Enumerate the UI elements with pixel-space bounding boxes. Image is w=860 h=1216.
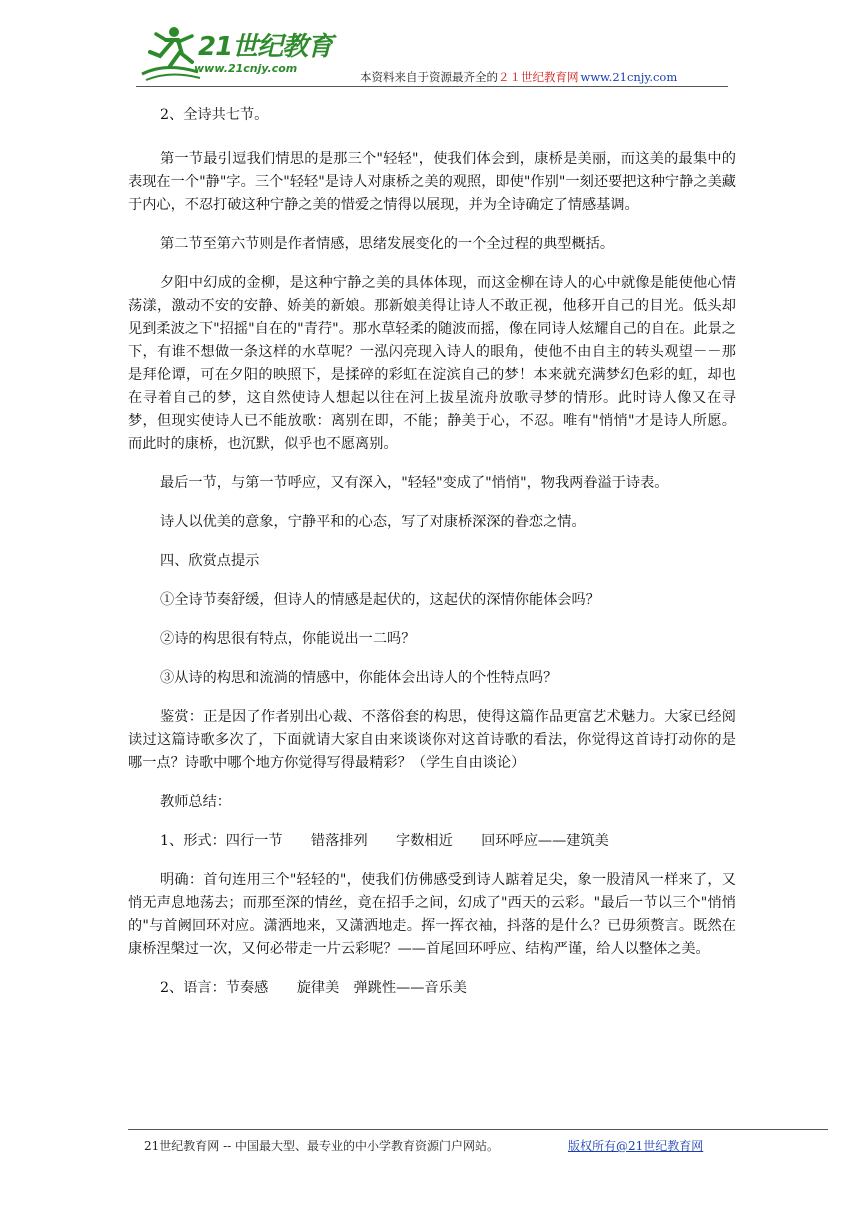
paragraph: 第一节最引逗我们情思的是那三个"轻轻"，使我们体会到，康桥是美丽，而这美的最集中的表现在一个"静"字。三个"轻轻"是诗人对康桥之美的观照，即使"作别"一刻还要把这种宁静之美藏于内心，不忍打破这种宁静之美的惜爱之情得以展现，并为全诗确定了情感基调。 xyxy=(128,151,736,213)
question-item: ①全诗节奏舒缓，但诗人的情感是起伏的，这起伏的深情你能体会吗？ xyxy=(160,592,600,608)
header-note-url[interactable]: www.21cnjy.com xyxy=(580,70,678,84)
summary-item: 2、语言：节奏感 旋律美 弹跳性——音乐美 xyxy=(160,980,467,996)
paragraph: 诗人以优美的意象，宁静平和的心态，写了对康桥深深的眷恋之情。 xyxy=(160,514,586,530)
document-body xyxy=(128,104,736,1016)
header-note-brand[interactable]: ２１世纪教育网 xyxy=(498,70,579,84)
copyright-link[interactable]: 版权所有@21世纪教育网 xyxy=(568,1139,704,1153)
footer-text: 21世纪教育网 -- 中国最大型、最专业的中小学教育资源门户网站。 xyxy=(144,1139,500,1153)
paragraph: 鉴赏：正是因了作者别出心裁、不落俗套的构思，使得这篇作品更富艺术魅力。大家已经阅读过这篇诗歌多次了，下面就请大家自由来谈谈你对这首诗歌的看法，你觉得这首诗打动你的是哪一点？诗歌中哪个地方你觉得写得最精彩？（学生自由谈论） xyxy=(128,709,736,771)
logo-url: www.21cnjy.com xyxy=(194,62,298,75)
paragraph: 2、全诗共七节。 xyxy=(160,107,269,123)
section-heading: 四、欣赏点提示 xyxy=(160,553,260,569)
paragraph: 第二节至第六节则是作者情感，思绪发展变化的一个全过程的典型概括。 xyxy=(160,236,615,252)
header-note xyxy=(360,69,677,85)
site-logo[interactable] xyxy=(136,22,346,84)
paragraph: 最后一节，与第一节呼应，又有深入，"轻轻"变成了"悄悄"，物我两眷溢于诗表。 xyxy=(160,475,669,491)
header-note-prefix: 本资料来自于资源最齐全的 xyxy=(360,70,498,84)
paragraph: 明确：首句连用三个"轻轻的"，使我们仿佛感受到诗人踮着足尖，象一股清风一样来了，又悄无声息地荡去；而那至深的情丝，竟在招手之间，幻成了"西天的云彩。"最后一节以三个"悄悄的"与首阙回环对应。潇洒地来，又潇洒地走。挥一挥衣袖，抖落的是什么？已毋须赘言。既然在康桥涅槃过一次，又何必带走一片云彩呢？——首尾回环呼应、结构严谨，给人以整体之美。 xyxy=(128,872,736,957)
question-item: ②诗的构思很有特点，你能说出一二吗？ xyxy=(160,631,416,647)
header-divider xyxy=(136,86,728,87)
paragraph: 夕阳中幻成的金柳，是这种宁静之美的具体体现，而这金柳在诗人的心中就像是能使他心情荡漾，激动不安的安静、娇美的新娘。那新娘美得让诗人不敢正视，他移开自己的目光。低头却见到柔波之下"招摇"自在的"青荇"。那水草轻柔的随波而摇，像在同诗人炫耀自己的自在。此景之下，有谁不想做一条这样的水草呢？一泓闪亮现入诗人的眼角，使他不由自主的转头观望－－那是拜伦谭，可在夕阳的映照下，是揉碎的彩虹在淀滨自己的梦！本来就充满梦幻色彩的虹，却也在寻着自己的梦，这自然使诗人想起以往在河上拔星流舟放歌寻梦的情形。此时诗人像又在寻梦，但现实使诗人已不能放歌：离别在即，不能；静美于心，不忍。唯有"悄悄"才是诗人所愿。而此时的康桥，也沉默，似乎也不愿离别。 xyxy=(128,275,736,452)
logo-title: 21世纪教育 xyxy=(198,32,333,62)
question-item: ③从诗的构思和流淌的情感中，你能体会出诗人的个性特点吗？ xyxy=(160,670,558,686)
footer-divider xyxy=(128,1129,828,1130)
section-heading: 教师总结： xyxy=(160,794,231,810)
summary-item: 1、形式：四行一节 错落排列 字数相近 回环呼应——建筑美 xyxy=(160,833,609,849)
